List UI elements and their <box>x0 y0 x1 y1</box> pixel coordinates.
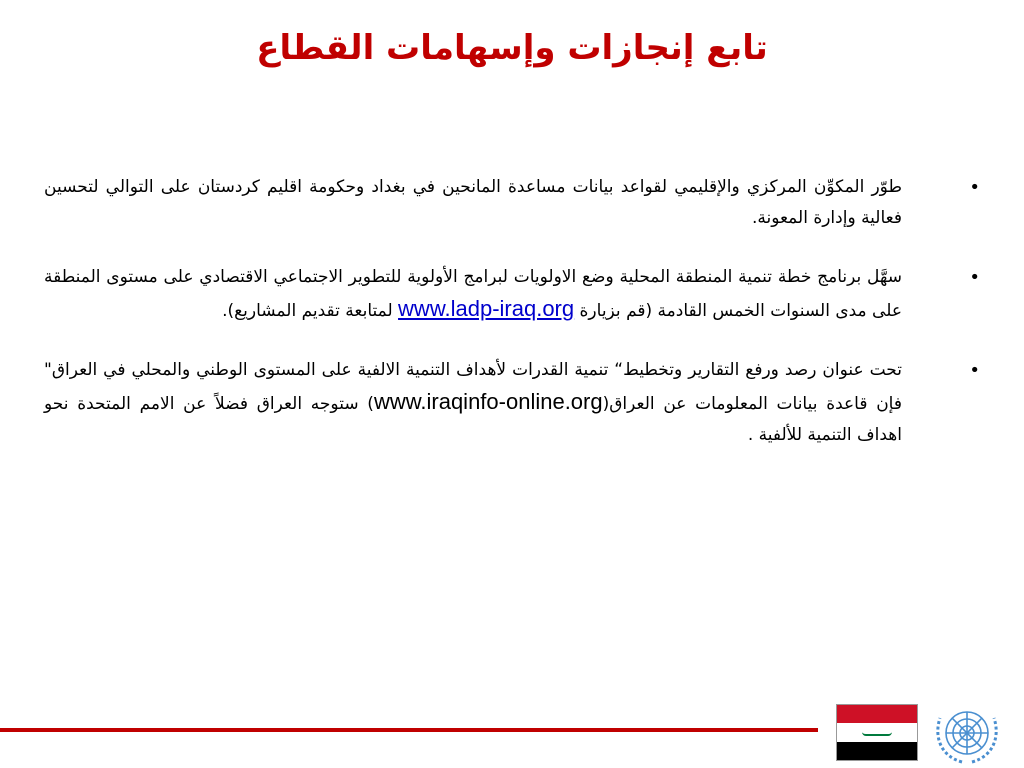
bullet-text <box>44 267 902 321</box>
bullet-icon: • <box>969 177 980 198</box>
bullet-text <box>44 360 902 445</box>
bullet-text-part: ) ستوجه العراق فضلاً عن الامم المتحدة نحو اهداف التنمية للألفية . <box>44 394 902 445</box>
flag-white-stripe <box>837 723 917 741</box>
bullet-text-part: سهَّل برنامج خطة تنمية المنطقة المحلية وضع الاولويات لبرامج الأولوية للتطوير الاجتماعي الاقتصادي على مستوى المنطقة على مدى السنوات الخمس القادمة (قم بزيارة <box>44 267 902 321</box>
flag-red-stripe <box>837 705 917 723</box>
slide-title: تابع إنجازات وإسهامات القطاع <box>256 28 768 68</box>
flag-black-stripe <box>837 742 917 760</box>
ladp-link[interactable]: www.ladp-iraq.org <box>398 296 575 321</box>
bullet-icon: • <box>969 360 980 381</box>
iraqinfo-url: www.iraqinfo-online.org <box>373 389 603 414</box>
bullet-text-part: تحت عنوان رصد ورفع التقارير وتخطيط“ تنمية القدرات لأهداف التنمية الالفية على المستوى الوطني والمحلي في العراق" فإن قاعدة بيانات المعلومات عن العراق( <box>44 360 902 414</box>
iraq-flag-icon <box>836 704 918 761</box>
un-emblem-icon <box>932 698 1002 768</box>
flag-inscription-icon <box>862 729 892 736</box>
bullet-icon: • <box>969 267 980 288</box>
bullet-item-ladp <box>44 262 980 327</box>
bullet-list <box>44 172 980 479</box>
footer-rule <box>0 728 818 732</box>
bullet-text: طوّر المكوِّن المركزي والإقليمي لقواعد بيانات مساعدة المانحين في بغداد وحكومة اقليم كردستان على التوالي لتحسين فعالية وإدارة المعونة. <box>44 177 902 228</box>
bullet-text-part: لمتابعة تقديم المشاريع). <box>222 301 399 321</box>
bullet-item-iraqinfo <box>44 355 980 451</box>
bullet-item-donor-databases <box>44 172 980 234</box>
